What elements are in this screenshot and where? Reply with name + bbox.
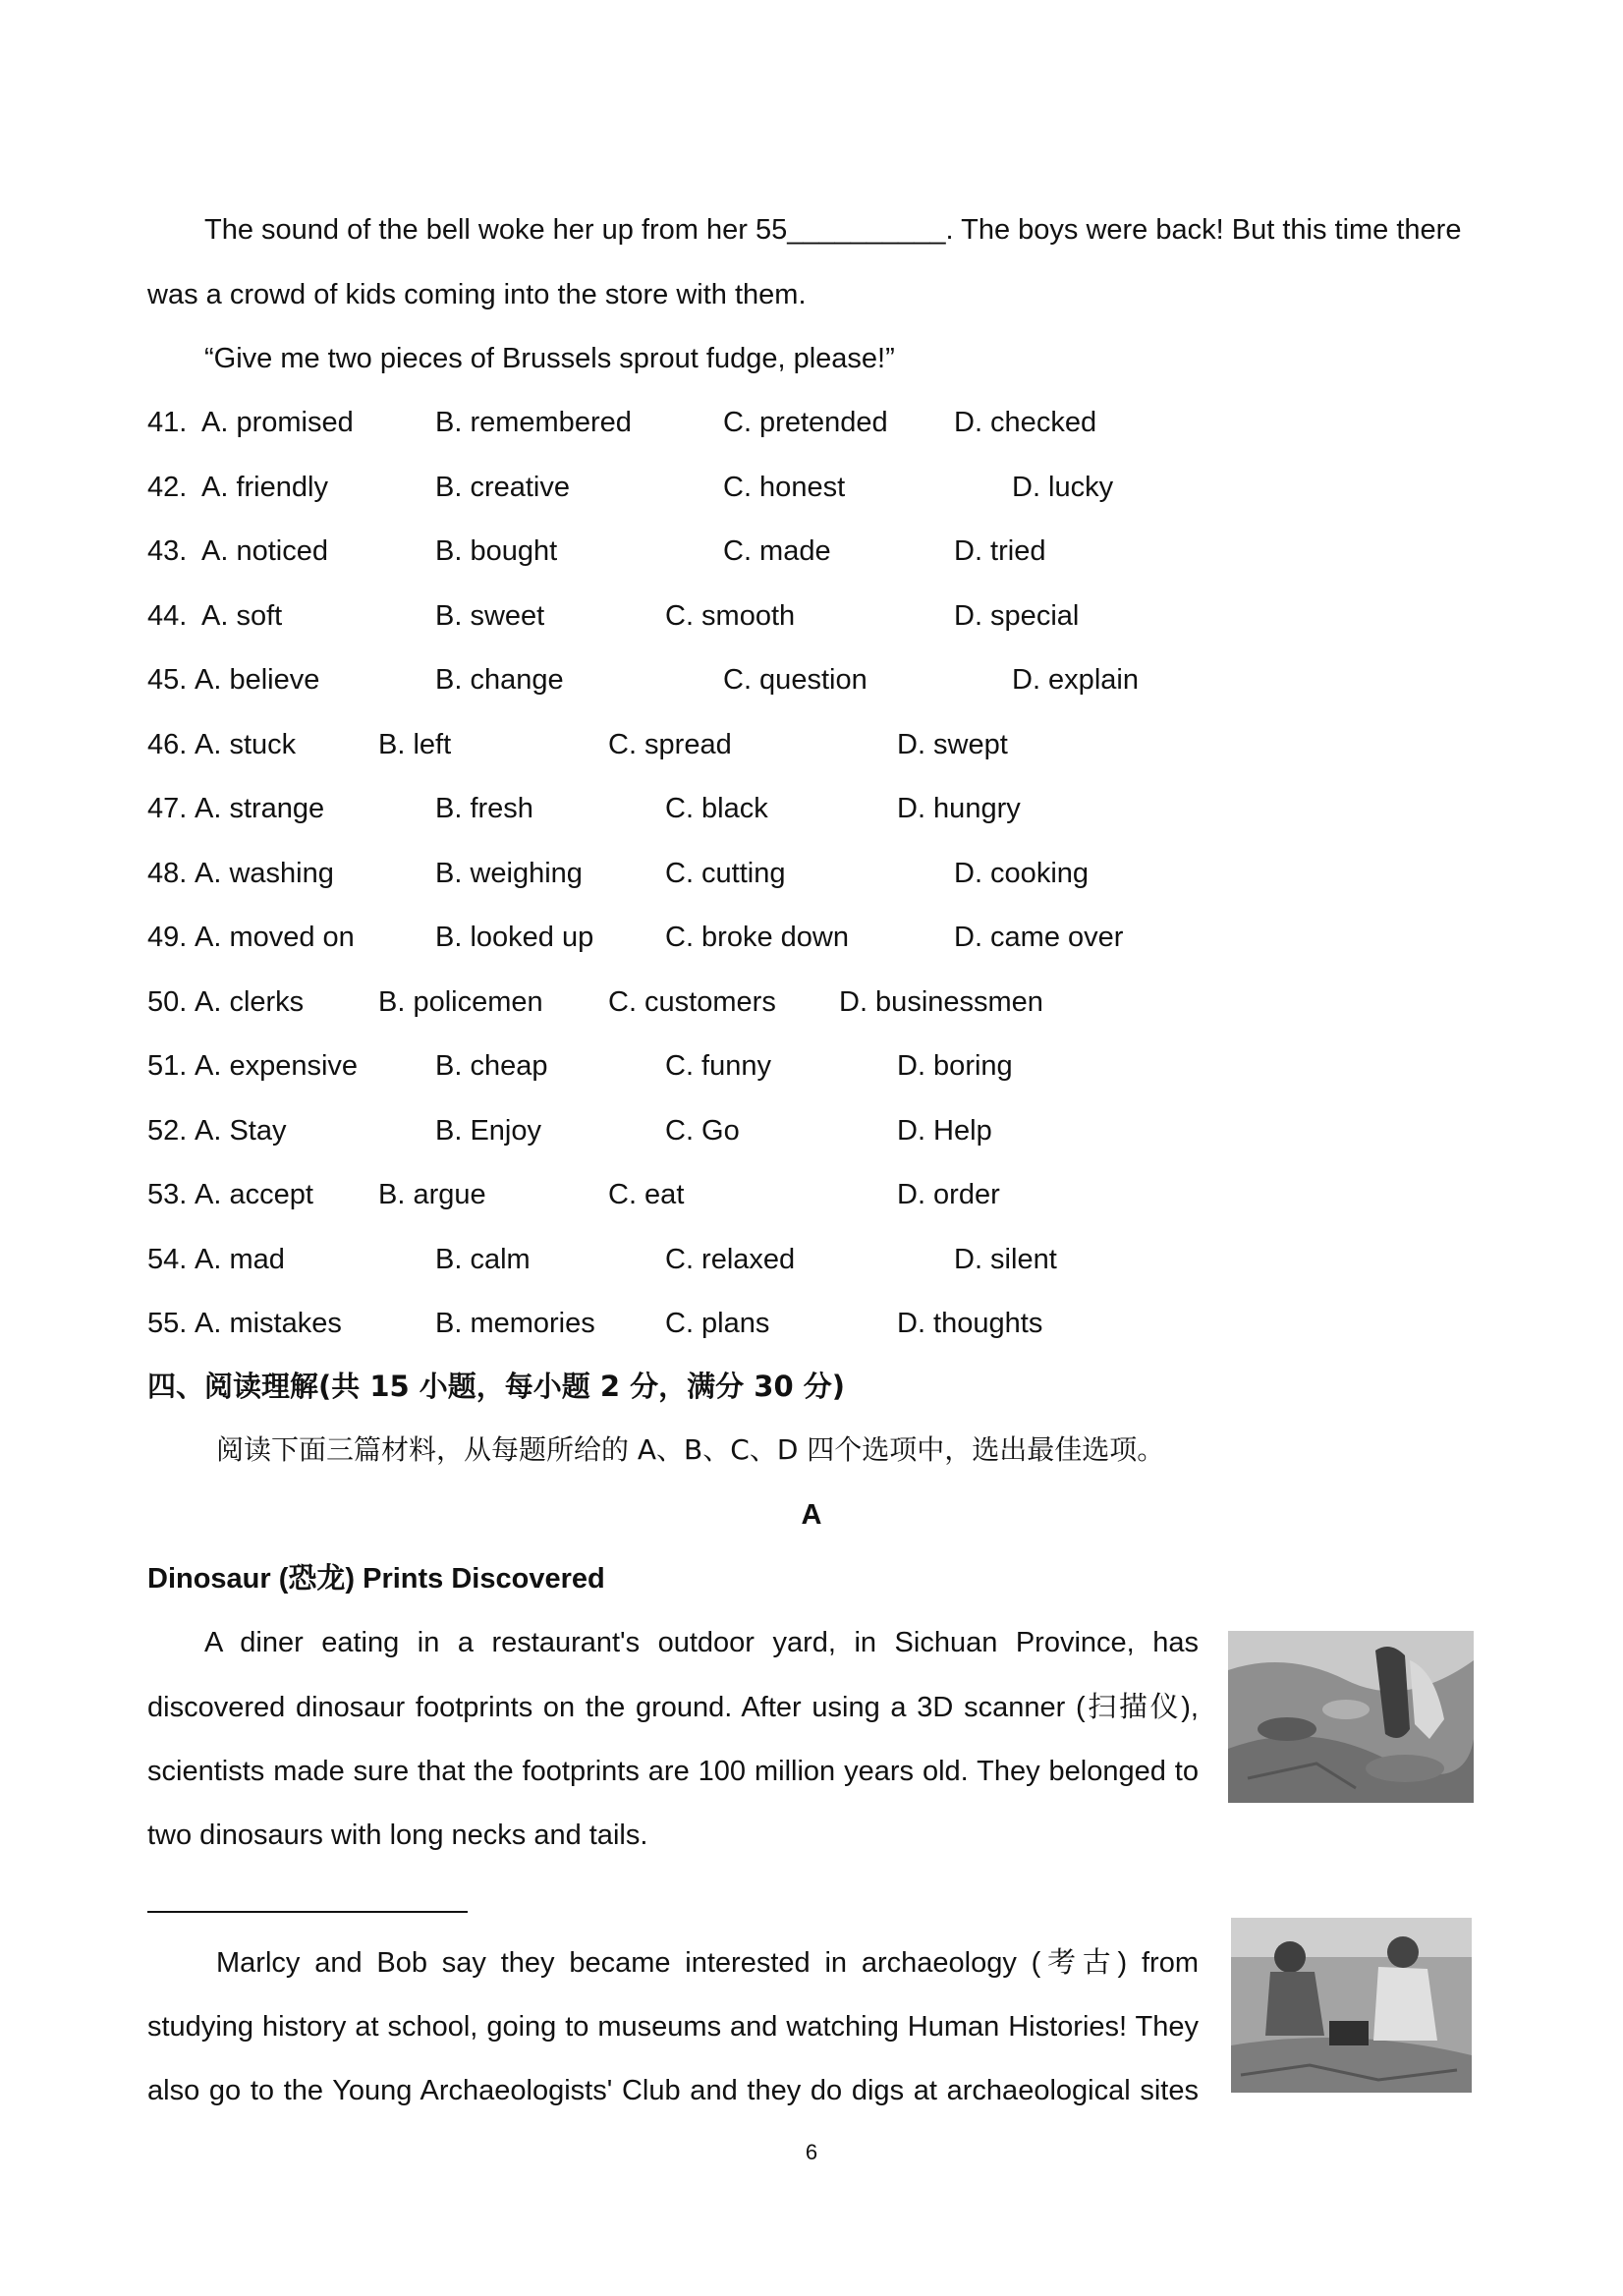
option-a: A. soft bbox=[201, 599, 283, 632]
option-d: D. businessmen bbox=[839, 985, 1043, 1018]
question-row bbox=[147, 1306, 1326, 1341]
story-paragraph-line-2: was a crowd of kids coming into the store with them. bbox=[147, 279, 807, 310]
option-d: D. came over bbox=[954, 922, 1124, 953]
option-b: B. policemen bbox=[378, 985, 543, 1018]
question-row bbox=[147, 1113, 1326, 1148]
question-number: 47. bbox=[147, 793, 188, 824]
question-row bbox=[147, 533, 1326, 569]
option-a: A. expensive bbox=[195, 1050, 359, 1082]
question-row bbox=[147, 1177, 1326, 1212]
option-c: C. black bbox=[665, 793, 768, 824]
option-b: B. weighing bbox=[435, 857, 583, 889]
question-row bbox=[147, 598, 1326, 634]
footnote-divider bbox=[147, 1911, 468, 1913]
question-number: 54. bbox=[147, 1243, 188, 1275]
question-row bbox=[147, 856, 1326, 891]
question-number: 45. bbox=[147, 664, 188, 696]
option-b: B. memories bbox=[435, 1308, 595, 1339]
question-number: 43. bbox=[147, 535, 188, 567]
story-paragraph-line-1: The sound of the bell woke her up from her 55__________. The boys were back! But this time there bbox=[204, 214, 1462, 246]
question-number: 44. bbox=[147, 599, 188, 632]
option-b: B. cheap bbox=[435, 1050, 548, 1082]
question-number: 53. bbox=[147, 1179, 188, 1210]
question-row bbox=[147, 405, 1326, 440]
article2-line-2: studying history at school, going to museums and watching Human Histories! They bbox=[147, 2011, 1199, 2043]
option-a: A. washing bbox=[195, 857, 334, 889]
question-row bbox=[147, 920, 1326, 955]
option-d: D. explain bbox=[1012, 664, 1139, 696]
question-number: 55. bbox=[147, 1308, 188, 1339]
question-number: 42. bbox=[147, 471, 188, 503]
option-b: B. Enjoy bbox=[435, 1114, 541, 1147]
question-number: 49. bbox=[147, 922, 188, 953]
option-a: A. Stay bbox=[195, 1114, 287, 1147]
option-d: D. order bbox=[897, 1179, 1000, 1210]
option-a: A. stuck bbox=[195, 728, 297, 760]
dinosaur-footprint-photo bbox=[1228, 1631, 1474, 1803]
option-a: A. clerks bbox=[195, 985, 305, 1018]
option-b: B. remembered bbox=[435, 407, 632, 438]
option-d: D. checked bbox=[954, 407, 1097, 438]
option-b: B. bought bbox=[435, 535, 558, 567]
article-title: Dinosaur (恐龙) Prints Discovered bbox=[147, 1563, 605, 1595]
section-heading: 四、阅读理解(共 15 小题，每小题 2 分，满分 30 分) bbox=[147, 1370, 845, 1403]
option-b: B. argue bbox=[378, 1179, 486, 1210]
question-row bbox=[147, 662, 1326, 698]
option-c: C. cutting bbox=[665, 857, 786, 889]
option-a: A. mad bbox=[195, 1243, 285, 1275]
option-b: B. sweet bbox=[435, 599, 545, 632]
question-number: 41. bbox=[147, 407, 188, 438]
option-a: A. mistakes bbox=[195, 1308, 342, 1339]
option-b: B. change bbox=[435, 664, 564, 696]
option-b: B. calm bbox=[435, 1243, 531, 1275]
question-row bbox=[147, 470, 1326, 505]
question-number: 46. bbox=[147, 728, 188, 760]
option-b: B. fresh bbox=[435, 793, 533, 824]
option-b: B. left bbox=[378, 728, 452, 760]
option-c: C. broke down bbox=[665, 922, 849, 953]
question-row bbox=[147, 984, 1326, 1020]
option-a: A. noticed bbox=[201, 535, 328, 567]
option-a: A. believe bbox=[195, 664, 320, 696]
section-instruction: 阅读下面三篇材料，从每题所给的 A、B、C、D 四个选项中，选出最佳选项。 bbox=[216, 1433, 1165, 1466]
option-a: A. friendly bbox=[201, 471, 328, 503]
option-a: A. accept bbox=[195, 1179, 313, 1210]
option-b: B. creative bbox=[435, 471, 570, 503]
archaeology-kids-photo bbox=[1231, 1918, 1472, 2093]
question-row bbox=[147, 727, 1326, 762]
option-a: A. strange bbox=[195, 793, 325, 824]
question-number: 50. bbox=[147, 985, 188, 1018]
option-b: B. looked up bbox=[435, 922, 594, 953]
option-d: D. silent bbox=[954, 1243, 1057, 1275]
question-number: 48. bbox=[147, 857, 188, 889]
option-d: D. boring bbox=[897, 1050, 1013, 1082]
option-a: A. promised bbox=[201, 407, 354, 438]
article-line-1: A diner eating in a restaurant's outdoor yard, in Sichuan Province, has bbox=[204, 1627, 1199, 1658]
article2-line-3: also go to the Young Archaeologists' Club and they do digs at archaeological sites bbox=[147, 2075, 1199, 2106]
option-c: C. honest bbox=[723, 471, 846, 503]
option-c: C. funny bbox=[665, 1050, 771, 1082]
option-c: C. spread bbox=[608, 728, 732, 760]
option-d: D. cooking bbox=[954, 857, 1090, 889]
article-line-3: scientists made sure that the footprints are 100 million years old. They belonged to bbox=[147, 1756, 1199, 1787]
archaeology-photo-image bbox=[1231, 1918, 1472, 2093]
question-row bbox=[147, 1048, 1326, 1084]
option-c: C. Go bbox=[665, 1114, 740, 1147]
option-d: D. special bbox=[954, 599, 1080, 632]
option-c: C. plans bbox=[665, 1308, 770, 1339]
question-row bbox=[147, 791, 1326, 826]
option-c: C. smooth bbox=[665, 599, 796, 632]
footprint-photo-image bbox=[1228, 1631, 1474, 1803]
option-d: D. lucky bbox=[1012, 471, 1114, 503]
story-quote: “Give me two pieces of Brussels sprout fudge, please!” bbox=[204, 343, 895, 374]
option-c: C. pretended bbox=[723, 407, 888, 438]
option-d: D. Help bbox=[897, 1114, 992, 1147]
option-d: D. tried bbox=[954, 535, 1046, 567]
question-number: 51. bbox=[147, 1050, 188, 1082]
option-c: C. made bbox=[723, 535, 831, 567]
option-c: C. eat bbox=[608, 1179, 685, 1210]
passage-label: A bbox=[801, 1499, 822, 1531]
article2-line-1: Marlcy and Bob say they became interested in archaeology (考古) from bbox=[216, 1947, 1199, 1979]
option-a: A. moved on bbox=[195, 922, 355, 953]
article-line-2: discovered dinosaur footprints on the ground. After using a 3D scanner (扫描仪), bbox=[147, 1692, 1199, 1723]
question-number: 52. bbox=[147, 1114, 188, 1147]
option-c: C. customers bbox=[608, 985, 776, 1018]
option-d: D. thoughts bbox=[897, 1308, 1043, 1339]
question-row bbox=[147, 1242, 1326, 1277]
option-c: C. question bbox=[723, 664, 867, 696]
option-c: C. relaxed bbox=[665, 1243, 796, 1275]
option-d: D. swept bbox=[897, 728, 1008, 760]
option-d: D. hungry bbox=[897, 793, 1021, 824]
page-number: 6 bbox=[805, 2140, 818, 2164]
article-line-4: two dinosaurs with long necks and tails. bbox=[147, 1820, 648, 1851]
